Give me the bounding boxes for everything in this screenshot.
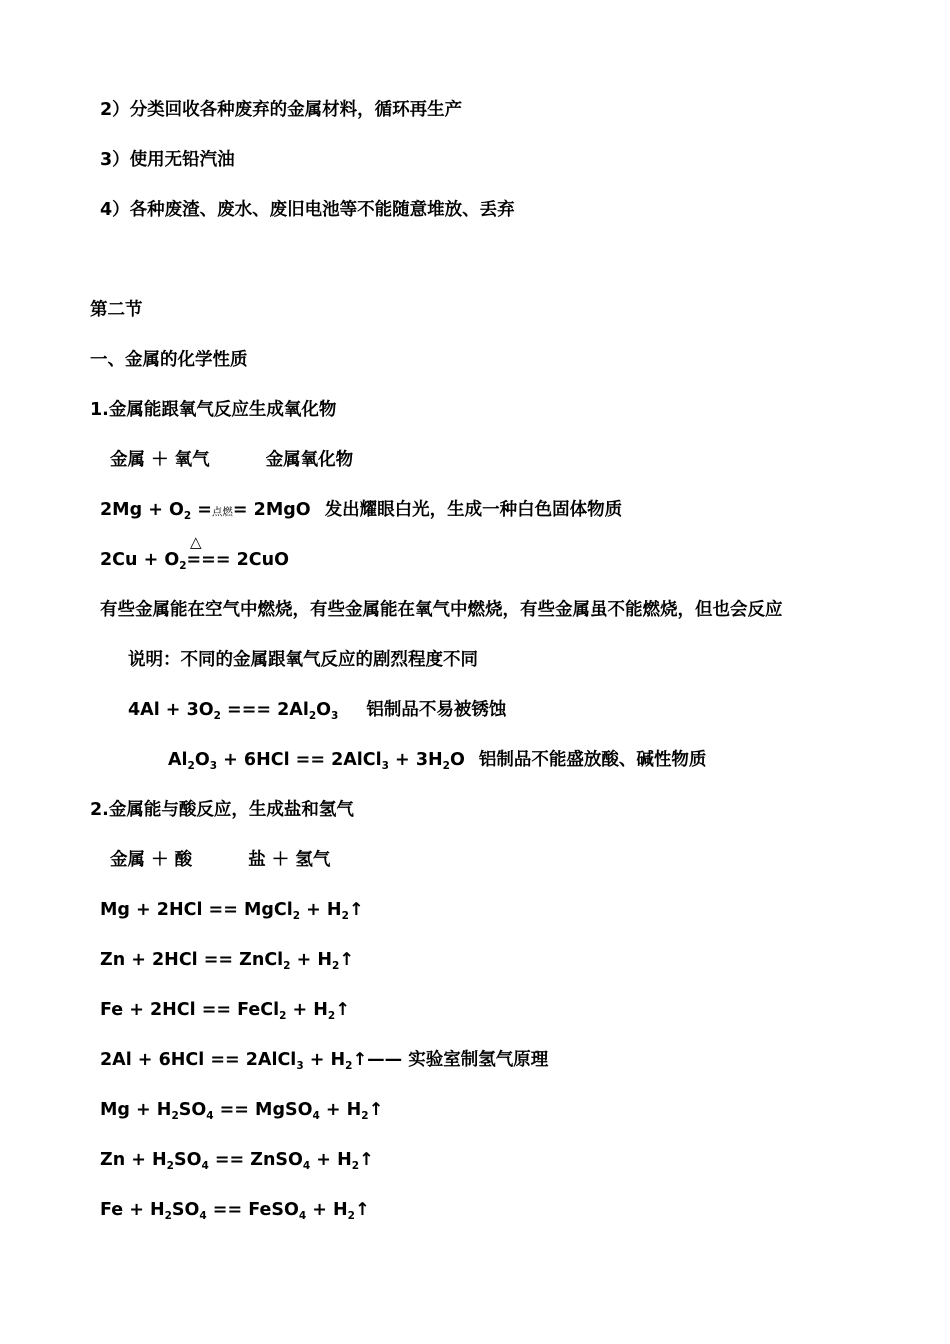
- equation-al2o3-hcl: $Al_2O_3 + 6HCl$ == 2AlCl$_3$ + $3H_2O$ 铝制品不能盛放酸、碱性物质: [168, 750, 707, 772]
- equation-mg-o2: $2Mg + O_2$ =点燃= 2MgO 发出耀眼白光，生成一种白色固体物质: [100, 500, 623, 522]
- list-item-unleaded: 3）使用无铅汽油: [100, 150, 235, 170]
- equation-mg-h2so4: $Mg + H_2SO_4$ == MgSO$_4$ + $H_2↑$: [100, 1100, 384, 1122]
- equation-zn-hcl: Zn + 2HCl == ZnCl$_2$ + $H_2↑$: [100, 950, 354, 972]
- subheading-metal-oxygen: 1.金属能跟氧气反应生成氧化物: [90, 400, 337, 420]
- heading-chemical-properties: 一、金属的化学性质: [90, 350, 248, 370]
- equation-note: 铝制品不易被锈蚀: [366, 700, 507, 720]
- word-eq-left: 金属 ＋ 氧气: [110, 450, 210, 470]
- equation-al-o2: $4Al + 3O_2$ === $2Al_2O_3$ 铝制品不易被锈蚀: [128, 700, 507, 722]
- equation-fe-hcl: Fe + 2HCl == FeCl$_2$ + $H_2↑$: [100, 1000, 350, 1022]
- condition-ignite: 点燃: [211, 506, 233, 518]
- equation-cu-o2: $2Cu + O_2$ △ === 2CuO: [100, 533, 289, 572]
- equation-note: 发出耀眼白光，生成一种白色固体物质: [324, 500, 623, 520]
- equation-fe-h2so4: $Fe + H_2SO_4$ == FeSO$_4$ + $H_2↑$: [100, 1200, 370, 1222]
- equation-note: 铝制品不能盛放酸、碱性物质: [478, 750, 707, 770]
- equation-al-hcl: 2Al + 6HCl == 2AlCl$_3$ + $H_2↑——$ 实验室制氢气原理: [100, 1050, 549, 1072]
- section-title: 第二节: [90, 300, 143, 320]
- list-item-recycle: 2）分类回收各种废弃的金属材料，循环再生产: [100, 100, 463, 120]
- explanation: 说明：不同的金属跟氧气反应的剧烈程度不同: [128, 650, 478, 670]
- word-eq-right: 盐 ＋ 氢气: [248, 850, 331, 870]
- word-equation-acid: [110, 848, 330, 872]
- equation-mg-hcl: Mg + 2HCl == MgCl$_2$ + $H_2↑$: [100, 900, 364, 922]
- list-item-waste: 4）各种废渣、废水、废旧电池等不能随意堆放、丢弃: [100, 200, 515, 220]
- remark-burning: 有些金属能在空气中燃烧，有些金属能在氧气中燃烧，有些金属虽不能燃烧，但也会反应: [100, 600, 783, 620]
- heat-triangle-icon: △: [190, 533, 202, 551]
- word-eq-right: 金属氧化物: [265, 450, 354, 470]
- equation-zn-h2so4: $Zn + H_2SO_4$ == ZnSO$_4$ + $H_2↑$: [100, 1150, 374, 1172]
- subheading-metal-acid: 2.金属能与酸反应，生成盐和氢气: [90, 800, 354, 820]
- word-equation-oxygen: [110, 448, 353, 472]
- word-eq-left: 金属 ＋ 酸: [110, 850, 193, 870]
